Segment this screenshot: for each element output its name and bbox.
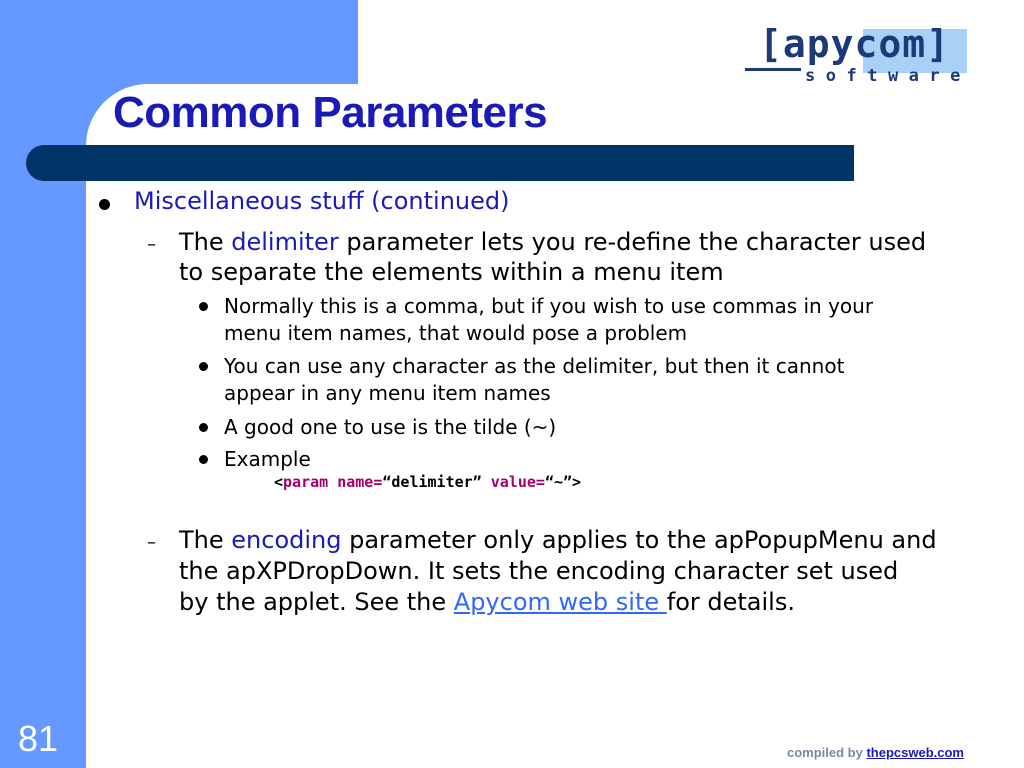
logo-line	[745, 68, 801, 71]
point-3: A good one to use is the tilde (~)	[224, 415, 557, 439]
code-value: “~”	[544, 473, 573, 491]
text-span: for details.	[666, 588, 795, 616]
delimiter-line-1	[179, 227, 926, 257]
point-2-line-1: You can use any character as the delimiter, but then it cannot	[224, 354, 845, 378]
logo-subtitle: software	[805, 66, 971, 86]
text-span: parameter only applies to the apPopupMenu and	[341, 526, 937, 554]
text-span: The	[179, 228, 232, 256]
logo-brand: [apycom]	[759, 22, 951, 66]
text-span: parameter lets you re-define the character used	[338, 228, 927, 256]
bullet-dot	[199, 302, 208, 311]
encoding-line-1	[179, 525, 937, 555]
bullet-misc: Miscellaneous stuff (continued)	[134, 187, 510, 215]
point-1-line-2: menu item names, that would pose a problem	[224, 321, 688, 345]
encoding-keyword: encoding	[231, 526, 342, 554]
title-rule	[26, 145, 854, 181]
code-attr: value=	[481, 473, 545, 491]
code-open: <	[274, 473, 284, 491]
point-2-line-2: appear in any menu item names	[224, 381, 551, 405]
point-4: Example	[224, 447, 311, 471]
credit	[787, 745, 964, 760]
point-1-line-1: Normally this is a comma, but if you wish to use commas in your	[224, 294, 874, 318]
bullet-dot	[199, 423, 208, 432]
bullet-dot	[99, 199, 110, 210]
code-example	[274, 473, 581, 491]
apycom-logo	[745, 22, 995, 88]
slide-title: Common Parameters	[113, 88, 548, 137]
credit-prefix: compiled by	[787, 745, 867, 760]
delimiter-line-2: to separate the elements within a menu item	[179, 258, 724, 286]
bullet-dot	[199, 362, 208, 371]
bullet-dot	[199, 455, 208, 464]
encoding-line-3	[179, 587, 795, 617]
text-span: The	[179, 526, 232, 554]
text-span: by the applet. See the	[179, 588, 454, 616]
delimiter-keyword: delimiter	[231, 228, 339, 256]
code-name-value: “delimiter”	[382, 473, 482, 491]
slide-number: 81	[18, 718, 59, 759]
dash-marker: –	[147, 532, 156, 553]
encoding-line-2: the apXPDropDown. It sets the encoding character set used	[179, 557, 899, 585]
code-close: >	[572, 473, 582, 491]
apycom-web-site-link[interactable]: Apycom web site	[453, 588, 667, 616]
credit-link[interactable]: thepcsweb.com	[866, 745, 964, 760]
dash-marker: –	[147, 234, 156, 255]
code-tag: param name=	[283, 473, 383, 491]
